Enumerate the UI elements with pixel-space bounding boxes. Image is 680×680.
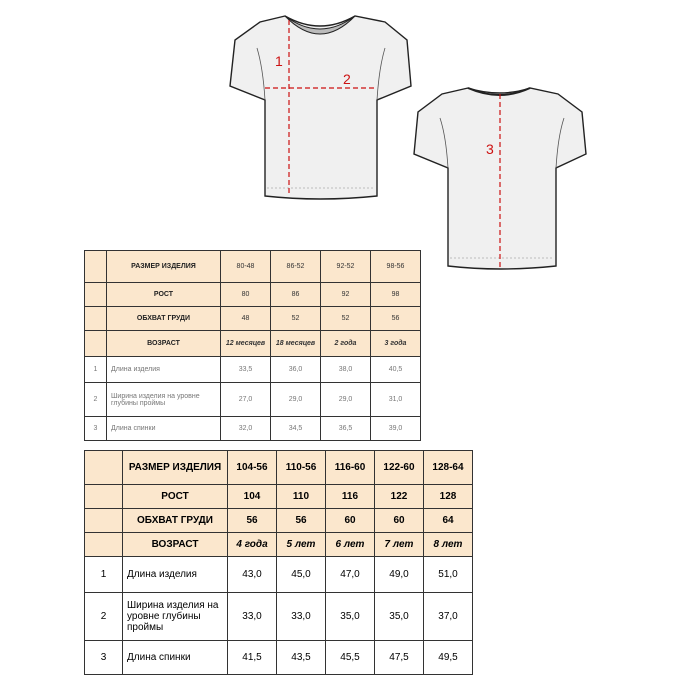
size-table-small — [84, 250, 421, 441]
table-row: 2 Ширина изделия на уровне глубины проймы 33,0 33,0 35,0 35,0 37,0 — [85, 593, 473, 641]
header-row-size: РАЗМЕР ИЗДЕЛИЯ 104-56 110-56 116-60 122-60 128-64 — [85, 451, 473, 485]
front-marker-1: 1 — [275, 53, 283, 69]
back-tshirt-diagram — [410, 80, 590, 280]
table-row: 1 Длина изделия 43,0 45,0 47,0 49,0 51,0 — [85, 557, 473, 593]
header-row-age: ВОЗРАСТ 4 года 5 лет 6 лет 7 лет 8 лет — [85, 533, 473, 557]
header-row-chest: ОБХВАТ ГРУДИ 56 56 60 60 64 — [85, 509, 473, 533]
table-row: 1 Длина изделия 33,5 36,0 38,0 40,5 — [85, 357, 421, 383]
size-table-large — [84, 450, 473, 675]
table-row: 3 Длина спинки 41,5 43,5 45,5 47,5 49,5 — [85, 641, 473, 675]
table-row: 2 Ширина изделия на уровне глубины проймы 27,0 29,0 29,0 31,0 — [85, 383, 421, 417]
header-row-height: РОСТ 80 86 92 98 — [85, 283, 421, 307]
header-row-chest: ОБХВАТ ГРУДИ 48 52 52 56 — [85, 307, 421, 331]
header-row-size: РАЗМЕР ИЗДЕЛИЯ 80-48 86-52 92-52 98-56 — [85, 251, 421, 283]
back-marker-3: 3 — [486, 141, 494, 157]
header-row-height: РОСТ 104 110 116 122 128 — [85, 485, 473, 509]
front-tshirt-diagram — [225, 8, 415, 208]
front-marker-2: 2 — [343, 71, 351, 87]
header-row-age: ВОЗРАСТ 12 месяцев 18 месяцев 2 года 3 года — [85, 331, 421, 357]
front-tshirt-body — [230, 16, 411, 199]
table-row: 3 Длина спинки 32,0 34,5 36,5 39,0 — [85, 417, 421, 441]
